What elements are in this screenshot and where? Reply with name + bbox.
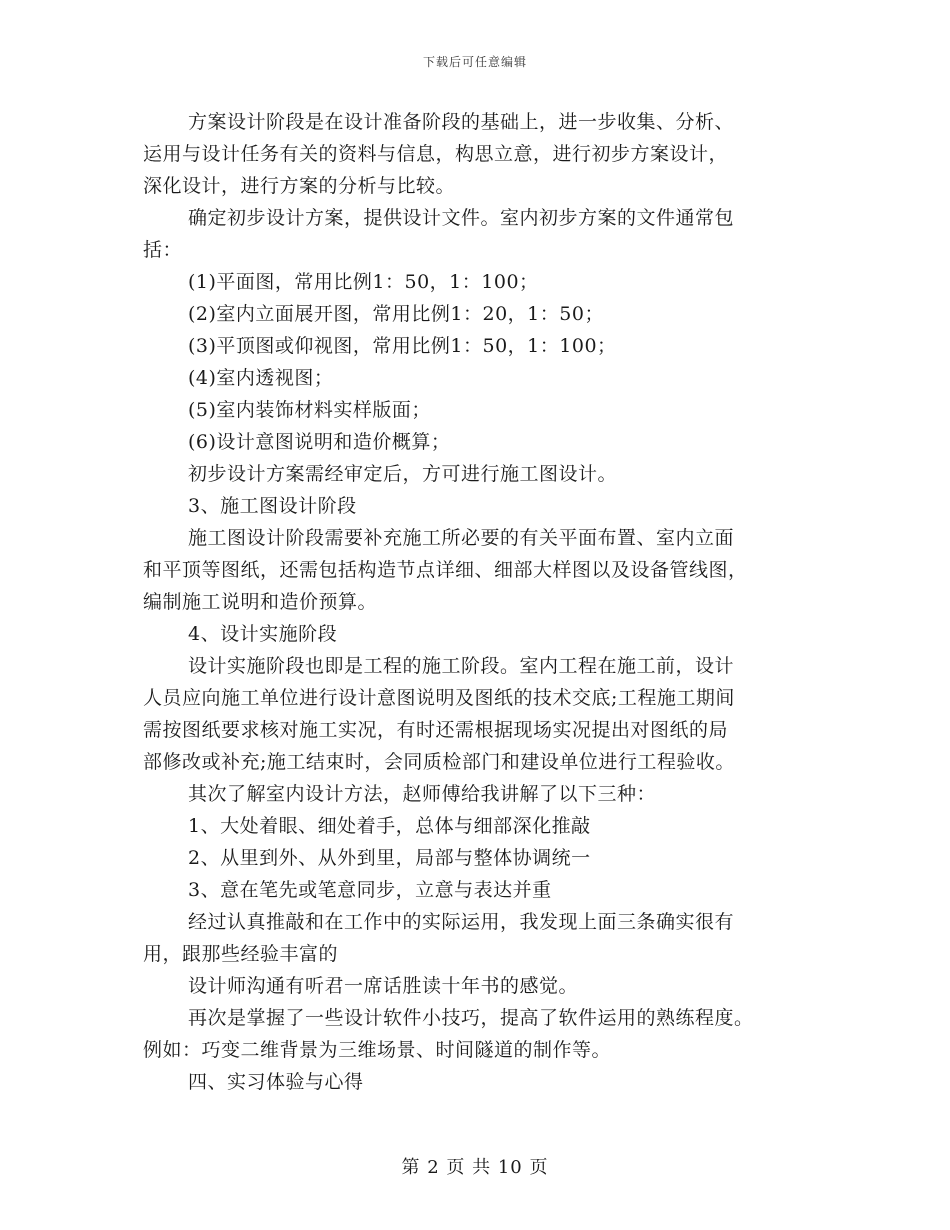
text-line: (1)平面图，常用比例1：50，1：100； — [188, 271, 539, 293]
page-header: 下载后可任意编辑 — [422, 55, 527, 69]
text-line: 深化设计，进行方案的分析与比较。 — [143, 175, 456, 197]
text-line: 方案设计阶段是在设计准备阶段的基础上，进一步收集、分析、 — [188, 111, 735, 133]
text-line: 人员应向施工单位进行设计意图说明及图纸的技术交底;工程施工期间 — [143, 687, 735, 709]
text-line: 括： — [143, 239, 183, 261]
text-line: 需按图纸要求核对施工实况，有时还需根据现场实况提出对图纸的局 — [143, 719, 729, 741]
text-line: 确定初步设计方案，提供设计文件。室内初步方案的文件通常包 — [188, 207, 735, 229]
text-line: 经过认真推敲和在工作中的实际运用，我发现上面三条确实很有 — [188, 911, 735, 933]
text-line: (4)室内透视图； — [188, 367, 334, 389]
text-line: 四、实习体验与心得 — [188, 1071, 364, 1093]
text-line: 再次是掌握了一些设计软件小技巧，提高了软件运用的熟练程度。 — [188, 1007, 754, 1029]
text-line: 其次了解室内设计方法，赵师傅给我讲解了以下三种： — [188, 783, 657, 805]
text-line: 4、设计实施阶段 — [188, 623, 338, 645]
text-line: 用，跟那些经验丰富的 — [143, 943, 339, 965]
page-footer: 第 2 页 共 10 页 — [401, 1157, 549, 1178]
text-line: 部修改或补充;施工结束时，会同质检部门和建设单位进行工程验收。 — [143, 751, 735, 773]
text-line: (2)室内立面展开图，常用比例1：20，1：50； — [188, 303, 604, 325]
text-line: 施工图设计阶段需要补充施工所必要的有关平面布置、室内立面 — [188, 527, 735, 549]
text-line: 和平顶等图纸，还需包括构造节点详细、细部大样图以及设备管线图， — [143, 559, 748, 581]
text-line: 设计师沟通有听君一席话胜读十年书的感觉。 — [188, 975, 579, 997]
text-line: 3、施工图设计阶段 — [188, 495, 357, 517]
text-line: 2、从里到外、从外到里，局部与整体协调统一 — [188, 847, 591, 869]
text-line: (3)平顶图或仰视图，常用比例1：50，1：100； — [188, 335, 617, 357]
text-line: 初步设计方案需经审定后，方可进行施工图设计。 — [188, 463, 618, 485]
text-line: 例如：巧变二维背景为三维场景、时间隧道的制作等。 — [143, 1039, 612, 1061]
text-line: (6)设计意图说明和造价概算； — [188, 431, 451, 453]
text-line: 设计实施阶段也即是工程的施工阶段。室内工程在施工前，设计 — [188, 655, 735, 677]
text-line: 编制施工说明和造价预算。 — [143, 591, 378, 613]
text-line: 运用与设计任务有关的资料与信息，构思立意，进行初步方案设计， — [143, 143, 729, 165]
text-line: 1、大处着眼、细处着手，总体与细部深化推敲 — [188, 815, 591, 837]
text-line: (5)室内装饰材料实样版面； — [188, 399, 431, 421]
text-line: 3、意在笔先或笔意同步，立意与表达并重 — [188, 879, 552, 901]
document-body — [143, 106, 815, 1098]
